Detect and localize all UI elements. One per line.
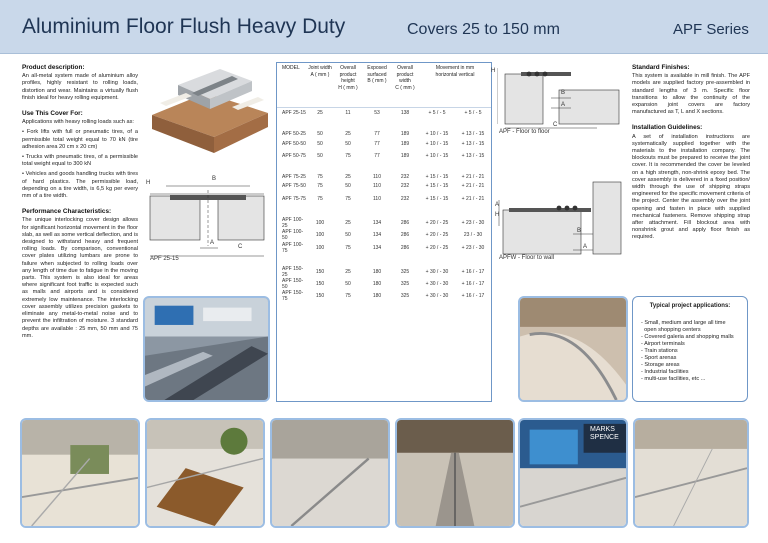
value-cell: 150: [315, 268, 325, 275]
value-cell: + 15 / - 15: [425, 183, 449, 190]
install-heading: Installation Guidelines:: [632, 124, 703, 132]
bottom-photo-4: [395, 418, 515, 528]
page-title: Aluminium Floor Flush Heavy Duty: [22, 15, 346, 38]
right-column: [632, 64, 750, 245]
value-cell: + 23 / - 30: [461, 219, 485, 226]
value-cell: 25: [345, 174, 351, 181]
value-cell: 325: [400, 268, 410, 275]
spec-table: [277, 63, 491, 303]
value-cell: + 5 / - 5: [464, 110, 482, 117]
model-cell: APF 75-25: [282, 174, 306, 181]
table-header-row: [277, 63, 491, 107]
left-column: [22, 64, 138, 343]
application-item: - multi-use facilities, etc ...: [641, 376, 706, 382]
use-item: • Fork lifts with full or pneumatic tires, of a permissible total weight equal to 70 kN (tire adhesion area 20 cm x 20 cm): [22, 129, 138, 150]
dim-a-label: A: [561, 102, 566, 108]
bottom-photo-5: [518, 418, 628, 528]
value-cell: + 20 / - 25: [425, 232, 449, 239]
th-joint-width: Joint width A ( mm ): [307, 63, 333, 107]
value-cell: 110: [373, 195, 381, 202]
model-cell: APF 100-25: [282, 216, 304, 229]
value-cell: + 21 / - 21: [461, 183, 485, 190]
value-cell: + 13 / - 15: [461, 152, 485, 159]
bottom-photo-2: [145, 418, 265, 528]
application-item: - Storage areas: [641, 362, 680, 368]
value-cell: 189: [400, 131, 410, 138]
table-row: [277, 107, 491, 119]
bottom-photo-6: [633, 418, 749, 528]
value-cell: 50: [345, 183, 351, 190]
install-text: A set of installation instructions are systematically supplied together with the materials to the installation company. The blockouts must be prepared to receive the joint cover. It is recommended the cover be leveled on a high strength, non-shrink epoxy bed. The cover assembly is delivered in a fixed position/ width through the use of shipping straps engineered for the specific movement criteria of the project. Center the assembly over the joint opening and fasten in place with supplied mechanical fasteners. Remove shipping strap after attachment. Fill blockout area with nonshrink grout and apply floor finish as required.: [632, 133, 750, 241]
floor-to-wall-diagram: [497, 178, 623, 264]
use-heading: Use This Cover For:: [22, 110, 83, 118]
dim-c-label: C: [553, 122, 558, 128]
curved-joint-photo: [518, 296, 628, 402]
th-height: Overall product height H ( mm ): [333, 63, 363, 107]
value-cell: + 16 / - 17: [461, 280, 485, 287]
value-cell: 134: [372, 232, 382, 239]
dim-a-label-2: A: [583, 244, 588, 250]
floor-to-floor-diagram: [491, 64, 623, 138]
th-model: MODEL: [277, 63, 307, 107]
value-cell: + 30 / - 30: [425, 293, 449, 300]
value-cell: 50: [317, 131, 323, 138]
value-cell: + 15 / - 15: [425, 174, 449, 181]
table-row: [277, 150, 491, 162]
application-item: - Covered galeria and shopping malls: [641, 334, 734, 340]
dim-b-label: B: [212, 176, 217, 182]
table-row: [277, 119, 491, 137]
value-cell: 138: [400, 110, 410, 117]
value-cell: 77: [374, 131, 380, 138]
value-cell: + 23 / - 30: [461, 244, 485, 251]
application-item: - Industrial facilities: [641, 369, 689, 375]
value-cell: 189: [400, 140, 410, 147]
value-cell: 189: [400, 152, 410, 159]
value-cell: 50: [317, 152, 323, 159]
dim-b-label: B: [577, 228, 582, 234]
value-cell: 134: [372, 219, 382, 226]
value-cell: + 13 / - 15: [461, 140, 485, 147]
value-cell: 150: [315, 293, 325, 300]
finish-text: This system is available in mill finish. The APF models are supplied factory pre-assembled in standard lengths of 3 m. Specific floor transitions to allow the continuity of the expansion joint covers are factory manufactured as T, L and X sections.: [632, 73, 750, 116]
apf-25-15-label: APF 25-15: [150, 256, 179, 262]
value-cell: + 16 / - 17: [461, 293, 485, 300]
header-band: [0, 0, 768, 54]
application-item: - Sport arenas: [641, 355, 677, 361]
table-row: [277, 193, 491, 205]
bottom-photo-1: [20, 418, 140, 528]
dim-a-label: A: [210, 240, 215, 246]
applications-box: [632, 296, 748, 402]
series-label: APF Series: [673, 21, 749, 38]
use-item: • Vehicles and goods handling trucks with tires of hard plastics. The permissible load, depending on a tire width, is 6,5 kg per every mm of a tire width.: [22, 171, 138, 200]
table-row: [277, 241, 491, 253]
th-overall-width: Overall product width C ( mm ): [391, 63, 419, 107]
floor-to-floor-label: APF - Floor to floor: [499, 129, 550, 135]
value-cell: 232: [400, 174, 410, 181]
joint-cover-render: [148, 63, 270, 155]
value-cell: 100: [315, 232, 325, 239]
value-cell: + 16 / - 17: [461, 268, 485, 275]
value-cell: + 30 / - 30: [425, 268, 449, 275]
value-cell: 77: [374, 140, 380, 147]
finish-heading: Standard Finishes:: [632, 64, 690, 71]
apf-section-diagram: [146, 176, 271, 264]
table-row: [277, 162, 491, 180]
application-item: open shopping centers: [641, 327, 701, 333]
value-cell: 180: [372, 293, 382, 300]
value-cell: + 21 / - 21: [461, 174, 485, 181]
value-cell: 286: [400, 244, 410, 251]
model-cell: APF 50-25: [282, 131, 306, 138]
value-cell: 180: [372, 268, 382, 275]
table-row: [277, 205, 491, 229]
th-movement: Movement in mm horizontal vertical: [419, 63, 491, 107]
apps-title: Typical project applications:: [649, 303, 731, 309]
model-cell: APF 100-75: [282, 241, 304, 254]
value-cell: + 21 / - 21: [461, 195, 485, 202]
th-exposed: Exposed surfaced B ( mm ): [363, 63, 391, 107]
value-cell: 53: [374, 110, 380, 117]
value-cell: 25: [317, 110, 323, 117]
value-cell: 50: [345, 280, 351, 287]
value-cell: 232: [400, 195, 410, 202]
bottom-photo-3: [270, 418, 390, 528]
perf-heading: Performance Characteristics:: [22, 208, 112, 216]
value-cell: 23 / - 30: [463, 232, 483, 239]
value-cell: + 30 / - 30: [425, 280, 449, 287]
value-cell: 110: [373, 183, 381, 190]
spec-table-box: [276, 62, 492, 402]
mall-escalator-photo: [143, 296, 270, 402]
marks-sign: MARKS SPENCE: [590, 426, 619, 441]
table-row: [277, 137, 491, 149]
value-cell: 75: [317, 183, 323, 190]
value-cell: 150: [315, 280, 325, 287]
use-item: • Trucks with pneumatic tires, of a permissible total weight equal to 300 kN: [22, 154, 138, 168]
value-cell: + 20 / - 25: [425, 244, 449, 251]
model-cell: APF 50-50: [282, 140, 306, 147]
model-cell: APF 150-50: [282, 277, 304, 290]
model-cell: APF 75-50: [282, 183, 306, 190]
value-cell: 50: [345, 232, 351, 239]
application-item: - Airport terminals: [641, 341, 685, 347]
value-cell: + 5 / - 5: [428, 110, 446, 117]
value-cell: 77: [374, 152, 380, 159]
use-intro: Applications with heavy rolling loads such as:: [22, 119, 134, 126]
value-cell: 25: [345, 219, 351, 226]
model-cell: APF 150-75: [282, 290, 304, 303]
value-cell: 25: [345, 268, 351, 275]
value-cell: 75: [345, 244, 351, 251]
value-cell: 75: [317, 195, 323, 202]
apps-list: [639, 320, 741, 383]
value-cell: 100: [315, 244, 325, 251]
value-cell: 232: [400, 183, 410, 190]
dim-h-label: H: [495, 212, 500, 218]
covers-subtitle: Covers 25 to 150 mm: [407, 21, 560, 38]
value-cell: 50: [317, 140, 323, 147]
value-cell: 25: [345, 131, 351, 138]
model-cell: APF 100-50: [282, 229, 304, 242]
value-cell: 75: [345, 195, 351, 202]
product-render-image: [148, 63, 270, 155]
dim-h-label: H: [491, 68, 496, 74]
value-cell: 100: [315, 219, 325, 226]
floor-to-wall-label: APFW - Floor to wall: [499, 255, 555, 261]
model-cell: APF 150-25: [282, 265, 304, 278]
value-cell: + 10 / - 15: [425, 152, 449, 159]
dim-h-label: H: [146, 180, 151, 186]
model-cell: APF 50-75: [282, 152, 306, 159]
application-item: - Train stations: [641, 348, 678, 354]
table-row: [277, 229, 491, 241]
value-cell: 286: [400, 219, 410, 226]
value-cell: 75: [345, 293, 351, 300]
table-row: [277, 290, 491, 302]
value-cell: 75: [345, 152, 351, 159]
product-heading: Product description:: [22, 64, 85, 71]
model-cell: APF 25-15: [282, 110, 306, 117]
model-cell: APF 75-75: [282, 195, 306, 202]
value-cell: 286: [400, 232, 410, 239]
value-cell: 325: [400, 293, 410, 300]
value-cell: 75: [317, 174, 323, 181]
value-cell: + 13 / - 15: [461, 131, 485, 138]
value-cell: 50: [345, 140, 351, 147]
value-cell: + 15 / - 15: [425, 195, 449, 202]
value-cell: 180: [372, 280, 382, 287]
dim-b-label: B: [561, 90, 566, 96]
perf-text: The unique interlocking cover design allows for significant horizontal movement in the floor slab, as well as some vertical deflection, and is designed to withstand heavy and frequent rolling loads. By comparison, conventional cover plates utilizing lumbars are prone to failure when subjected to rolling loads over any length of time due to fatigue in the moving parts. This system is also ideal for areas where significant foot traffic is expected such as malls and airports and is considered extremely low maintenance. The interlocking cover assembly utilizes precision gaskets to eliminate any metal-to-metal noise and to prevent the infiltration of moisture. 3 standard depths are available : 25 mm, 50 mm and 75 mm.: [22, 217, 138, 339]
value-cell: + 20 / - 25: [425, 219, 449, 226]
value-cell: 11: [345, 110, 351, 117]
table-row: [277, 278, 491, 290]
value-cell: 134: [372, 244, 382, 251]
value-cell: 110: [373, 174, 381, 181]
dim-a-label: A: [495, 202, 500, 208]
value-cell: + 10 / - 15: [425, 131, 449, 138]
application-item: - Small, medium and large all time: [641, 320, 726, 326]
table-row: [277, 180, 491, 192]
table-row: [277, 254, 491, 278]
product-text: An all-metal system made of aluminium alloy profiles, highly resistant to rolling loads, distortion and wear. Maintains a virtually flush finish ideal for heavy rolling equipment.: [22, 73, 138, 101]
value-cell: + 10 / - 15: [425, 140, 449, 147]
value-cell: 325: [400, 280, 410, 287]
dim-c-label: C: [238, 244, 243, 250]
